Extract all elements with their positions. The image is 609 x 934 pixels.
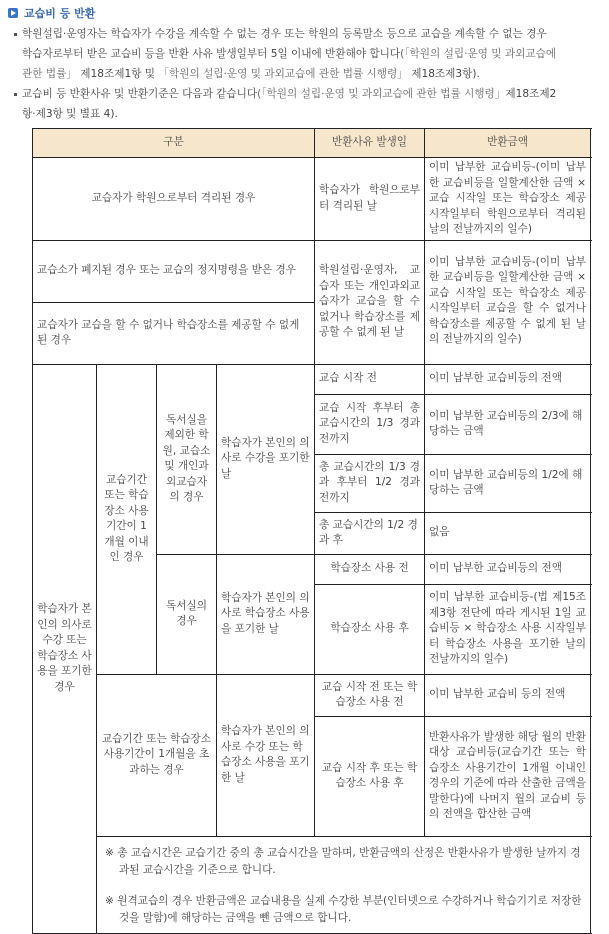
reading-category: 독서실의 경우 (157, 554, 217, 674)
note-1: ※ 총 교습시간은 교습기간 중의 총 교습시간을 말하며, 반환금액의 산정은 반환사유가 발생한 날까지 경과된 교습시간을 기준으로 합니다. (105, 846, 581, 876)
table-row (33, 674, 591, 716)
refund-amount: 이미 납부한 교습비등의 2/3에 해당하는 금액 (425, 394, 591, 454)
section-title (8, 5, 95, 21)
table-row (33, 158, 591, 241)
row-category: 교습자가 학원으로부터 격리된 경우 (33, 158, 315, 241)
section-title-text: 교습비 등 반환 (24, 7, 96, 20)
row-amount: 이미 납부한 교습비등-(이미 납부한 교습비등을 일할계산한 금액 × 교습 시작일 또는 학습장소 제공 시작일부터 학원으로부터 격리된 날의 전날까지의 일수) (425, 158, 591, 241)
header-date: 반환사유 발생일 (315, 129, 425, 158)
refund-amount: 반환사유가 발생한 해당 월의 반환 대상 교습비등(교습기간 또는 학습장소 사용기간이 1개월 이내인 경우의 기준에 따라 산출한 금액을 말한다)에 나머지 월의 교습비 등의 전액을 합산한 금액 (425, 716, 591, 836)
refund-when: 총 교습시간의 1/2 경과 후 (315, 512, 425, 554)
refund-when: 교습 시작 후 또는 학습장소 사용 후 (315, 716, 425, 836)
table-notes-row (33, 836, 591, 933)
table-row (33, 240, 591, 302)
bullet2-line1: 교습비 등 반환사유 및 반환기준은 다음과 같습니다 (22, 88, 258, 100)
non-reading-category: 독서실을 제외한 학원, 교습소 및 개인과외교습자의 경우 (157, 364, 217, 554)
over-month-category: 교습기간 또는 학습장소 사용기간이 1개월을 초과하는 경우 (97, 674, 217, 836)
bullet1-law-ref[interactable]: (「학원의 설립·운영 및 과외교습에 (400, 48, 557, 60)
refund-when: 교습 시작 전 또는 학습장소 사용 전 (315, 674, 425, 716)
row-date: 학습자가 학원으로부터 격리된 날 (315, 158, 425, 241)
bullet2-line2: 항·제3항 및 별표 4). (22, 108, 118, 120)
bullet-paragraph-1 (22, 24, 600, 84)
bullet1-line1: 학원설립·운영자는 학습자가 수강을 계속할 수 없는 경우 또는 학원의 등록말소 등으로 교습을 계속할 수 없는 경우 (22, 28, 547, 40)
refund-when: 학습장소 사용 전 (315, 554, 425, 584)
section-marker-icon (8, 8, 18, 18)
within-month-category: 교습기간 또는 학습장소 사용기간이 1개월 이내인 경우 (97, 364, 157, 674)
refund-amount: 없음 (425, 512, 591, 554)
note-2: ※ 원격교습의 경우 반환금액은 교습내용을 실제 수강한 부분(인터넷으로 수강하거나 학습기기로 저장한 것을 말함)에 해당하는 금액을 뺀 금액으로 합니다. (105, 894, 582, 924)
bullet1-article: 제18조제1항 및 (80, 68, 159, 80)
bullet2-article: 제18조제2 (505, 88, 557, 100)
refund-table (32, 128, 591, 934)
row-date: 학원설립·운영자, 교습자 또는 개인과외교습자가 교습을 할 수 없거나 학습장소를 제공할 수 없게 된 날 (315, 240, 425, 364)
bullet1-article2: 제18조제3항). (411, 68, 480, 80)
header-amount: 반환금액 (425, 129, 591, 158)
refund-amount: 이미 납부한 교습비등-(법 제15조제3항 전단에 따라 게시된 1일 교습비등 × 학습장소 사용 시작일부터 학습장소 사용을 포기한 날의 전날까지의 일수) (425, 584, 591, 674)
bullet1-line2: 학습자로부터 받은 교습비 등을 반환 사유 발생일부터 5일 이내에 반환해야 합니다 (22, 48, 401, 60)
over-month-date: 학습자가 본인의 의사로 수강 또는 학습장소 사용을 포기한 날 (217, 674, 315, 836)
withdraw-category: 학습자가 본인의 의사로 수강 또는 학습장소 사용을 포기한 경우 (33, 364, 97, 933)
bullet-paragraph-2 (22, 84, 600, 124)
bullet1-law-ref-cont[interactable]: 관한 법률」 (22, 68, 77, 80)
bullet1-decree-ref[interactable]: 「학원의 설립·운영 및 과외교습에 관한 법률 시행령」 (158, 68, 408, 80)
row-category: 교습자가 교습을 할 수 없거나 학습장소를 제공할 수 없게 된 경우 (33, 302, 315, 364)
header-category: 구분 (33, 129, 315, 158)
table-header-row (33, 129, 591, 158)
refund-amount: 이미 납부한 교습비등의 전액 (425, 364, 591, 394)
row-amount: 이미 납부한 교습비등-(이미 납부한 교습비등을 일할계산한 금액 × 교습 시작일 또는 학습장소 제공 시작일부터 교습을 할 수 없거나 학습장소를 제공할 수 없게 된 날의 전날까지의 일수) (425, 240, 591, 364)
refund-when: 총 교습시간의 1/3 경과 후부터 1/2 경과 전까지 (315, 454, 425, 512)
non-reading-date: 학습자가 본인의 의사로 수강을 포기한 날 (217, 364, 315, 554)
reading-date: 학습자가 본인의 의사로 학습장소 사용을 포기한 날 (217, 554, 315, 674)
table-row (33, 364, 591, 394)
bullet2-decree-ref[interactable]: (「학원의 설립·운영 및 과외교습에 관한 법률 시행령」 (257, 88, 506, 100)
row-category: 교습소가 폐지된 경우 또는 교습의 정지명령을 받은 경우 (33, 240, 315, 302)
refund-amount: 이미 납부한 교습비등의 전액 (425, 554, 591, 584)
table-notes (97, 836, 591, 933)
refund-amount: 이미 납부한 교습비등의 1/2에 해당하는 금액 (425, 454, 591, 512)
refund-when: 학습장소 사용 후 (315, 584, 425, 674)
refund-amount: 이미 납부한 교습비 등의 전액 (425, 674, 591, 716)
refund-when: 교습 시작 후부터 총 교습시간의 1/3 경과 전까지 (315, 394, 425, 454)
refund-when: 교습 시작 전 (315, 364, 425, 394)
